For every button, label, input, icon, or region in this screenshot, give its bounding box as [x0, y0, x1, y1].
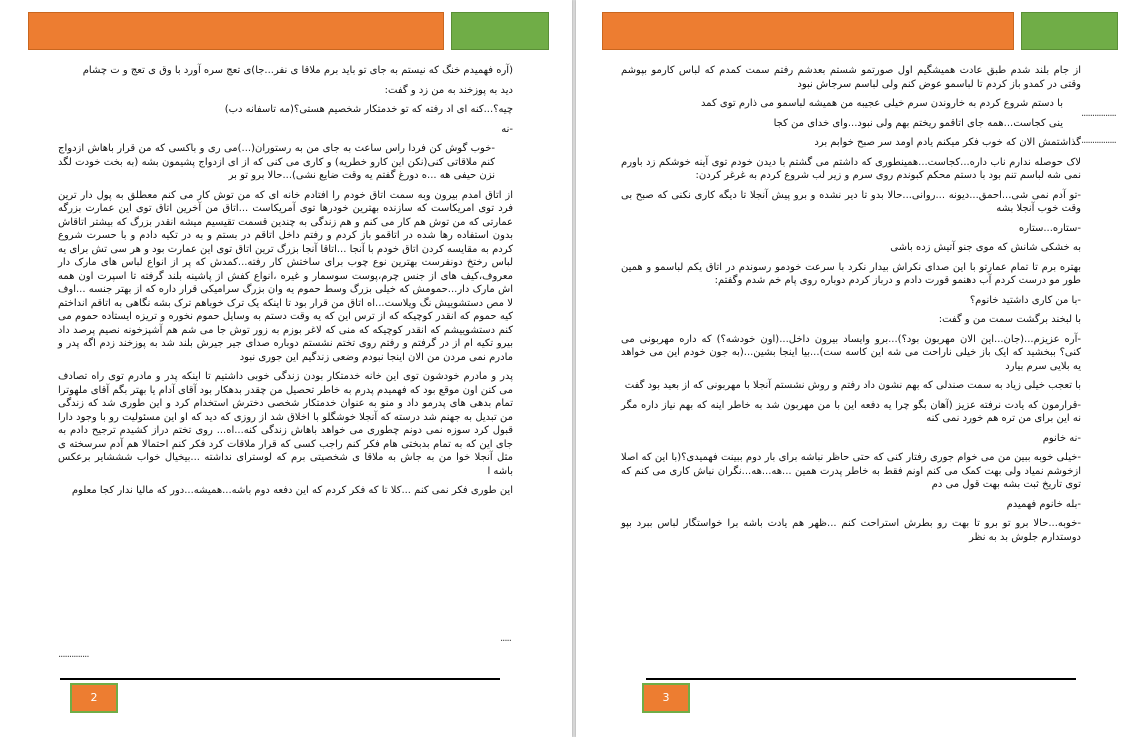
page-number: 3: [642, 683, 690, 713]
paragraph: چیه؟...کنه ای اد رفته که تو خدمتکار شخصیم هستی؟(مه تاسفانه دب): [224, 104, 513, 115]
paragraph: -بله خانوم فهمیدم: [1006, 498, 1081, 510]
header-orange-bar: [602, 12, 1014, 50]
paragraph: با تعجب خیلی زیاد به سمت صندلی که بهم نشون داد رفتم و روش نشستم آنجلا با مهربونی که از بعید بود گفت: [624, 380, 1081, 391]
footer-rule: [60, 678, 500, 680]
paragraph: -قرارمون که یادت نرفته عزیز (آهان بگو چرا یه دفعه این با من مهربون شد به خاطر اینه که بهم نیاز داره مگر نه این برای من تره هم خورد نمی کنه: [621, 399, 1081, 424]
dotted-leader: ..............: [58, 649, 89, 660]
paragraph: -تو آدم نمی شی...احمق...دیونه ...روانی...حالا بدو تا دیر نشده و برو پیش آنجلا تا دیگه کاری نکنی که صبح بی وقت خوب آنجلا بشه: [621, 189, 1081, 214]
dotted-leader: ................: [1081, 108, 1116, 119]
paragraph: با دستم شروع کردم به خاروندن سرم خیلی عجیبه من همیشه لباسمو می ذارم توی کمد: [700, 98, 1063, 109]
dotted-leader: .....: [500, 633, 511, 644]
paragraph: بهتره برم تا تمام عمارتو با این صدای نکراش بیدار نکرد با سرعت خودمو رسوندم در اتاق یکم لباسمو و همین طور مو درست کردم آب دهنمو قورت دادم و درباز کردم دوباره روی پام خم شدم وگفتم:: [621, 261, 1081, 286]
paragraph: از جام بلند شدم طبق عادت همیشگیم اول صورتمو شستم بعدشم رفتم سمت کمدم که لباس کارمو بپوشم وقتی در کمدو باز کردم تا لباسمو عوض کنم ولی لباسم سرجاش نبود: [621, 65, 1081, 90]
dotted-leader: ................: [1081, 135, 1116, 146]
page-body-right: [621, 64, 1081, 550]
paragraph: از اتاق امدم بیرون وبه سمت اتاق خودم را افتادم خانه ای که من توش کار می کنم معطلق به پول دار ترین فرد توی امریکاست که سازنده بهترین خودرها توی آمریکاست ...اتاق من آخرین اتاق توی این عمارت بزرگه عمارتی که من توش هم کار می کنم و هم زندگی به چندین قسمت تقیسیم میشه انقدر بزرگ که بیشتر اتاقاش بدون استفاده رها شده در اتاقمو باز کردم و رفتم داخل اتاقم در بستم و به در تکیه دادم و با حسرت شروع کردم به مقایسه کردن اتاق خودم با آنجا ...اتاقا آنجا بزرگ ترین اتاق توی این عمارت بود و هر سی تش برای یه لباس رختخ دونفرست بهترین نوع چوب برای ساختش کار رفته...کمدش که پر از انواع لباس های مارک دار معروف،کیف های از جنس چرم،پوست سوسمار و غیره ،انواع کفش از پاشینه بلند گرفته تا اسپرت اون همه اش مارک دار...حمومش که خیلی بزرگ وسط حموم یه وان بزرگ سرامیکی قرار داره که از بهتر جنسه ...اوف لا مص دستشوییش نگ ویلاست...اه اتاق من قرار بود تا اینکه یک ترک خوباهم ترک بشه نگاهی به اتاقم انداختم کیه حموم که انقدر کوچیکه که از ترس این که یه وقت دستم به وسایل حموم نخوره و تریزه ایستاده حموم می کنم دستشوییشم که انقدر کوچیکه که منی که لاغر بوزم به زور توش جا می شم هم آشپزخونه نصیم پرصد داد بیرو تکیه ام از در گرفتم و رفتم روی تختم نشستم دوباره صدای جیر جیرش بلند شد به پوزخند زدم اگه پدر و مادرم نمی مردن من الان اینجا نبودم وضعی زندگیم این جوری نبود: [58, 189, 513, 363]
paragraph: -نه: [501, 123, 513, 135]
paragraph: (آره فهمیدم خنگ که نیستم به جای تو باید برم ملاقا ی نفر...جا)ی تعج سره آورد با وق ی تعج و ت چشام: [82, 65, 513, 76]
paragraph: با لبخند برگشت سمت من و گفت:: [938, 314, 1081, 325]
page-body-left: [58, 64, 513, 504]
paragraph: گذاشتمش الان که خوب فکر میکنم یادم اومد سر صبح خوابم برد: [814, 137, 1081, 148]
paragraph: لاک حوصله ندارم ناب داره...کجاست...همینطوری که داشتم می گشتم با دیدن خودم توی آینه خوشکم زد باورم نمی شه لباسم تنم بود با دستم محکم کبوندم روی سرم و زیر لب شروع کردم به غرغر کردن:: [621, 156, 1081, 181]
header-green-bar: [451, 12, 549, 50]
paragraph: -آره عزیزم...(جان...این الان مهربون بود؟)...برو وایساد بیرون داخل...(اون خودشه؟) که داره مهربونی می کنی؟ ببخشید که ایک باز خیلی ناراحت می شه این کاسه ست)...بیا اینجا بشین...(به جون خودم این می خواهد یه بلایی سرم بیارد: [621, 333, 1081, 372]
paragraph: -با من کاری داشتید خانوم؟: [969, 294, 1081, 306]
paragraph: -خوبه...حالا برو تو برو تا بهت رو بطرش استراحت کنم ...ظهر هم یادت باشه برا خواستگار لباس ببرد بپو دوستدارم جلوش بد به نظر: [621, 518, 1081, 543]
paragraph: -نه خانوم: [1042, 432, 1081, 444]
paragraph: -خیلی خوبه ببین من می خوام جوری رفتار کنی که حتی حاظر نباشه برای بار دوم ببینت فهمیدی؟(با این که اصلا ازخوشم نمیاد ولی بهت کمک می کنم اونم فقط به خاطر پدرت همین ...هه...هه...نگران نباش کاری می کنم که توی تاریخ ثبت بشه بهت قول می دم: [621, 452, 1081, 490]
paragraph: ینی کجاست...همه جای اتاقمو ریختم بهم ولی نبود...وای خدای من کجا: [773, 117, 1063, 129]
paragraph: -ستاره...ستاره: [1018, 222, 1081, 234]
paragraph: این طوری فکر نمی کنم ...کلا تا که فکر کردم که این دفعه دوم باشه...همیشه...دور که مالیا ندار کجا معلوم: [71, 485, 513, 496]
header-green-bar: [1021, 12, 1118, 50]
document-page-left: [0, 0, 572, 737]
paragraph: به خشکی شانش که موی جنو آتیش زده باشی: [890, 242, 1081, 253]
page-number: 2: [70, 683, 118, 713]
footer-rule: [646, 678, 1076, 680]
document-page-right: [576, 0, 1146, 737]
header-orange-bar: [28, 12, 444, 50]
paragraph: پدر و مادرم خودشون توی این خانه خدمتکار بودن زندگی خوبی داشتیم تا اینکه پدر و مادرم توی راه تصادف می کنن اون موقع بود که فهمیدم پدرم به خاطر تحصیل من چقدر بدهکار بود آقای آدام یا بهتر بگم آقای ملهوترا تمام بدهی های پدرمو داد و منو به عنوان خدمتکار شخصی دخترش استخدام کرد و این طوری شد که زندگی من تبدیل به جهنم شد درسته که آنجلا خوشگلو با اخلاق شد از روزی که دید که او این مسئولیت رو با وجود دارا قبول کرد سوزه نمی دونم چطوری می خواهد باهاش زندگی کنه...اه... روی تختم دراز کشیدم ترجیح دادم به جای این که به تمام بدبختی هام فکر کنم راجب کسی که قرار ملاقات کرد فکر کنم احتمالا هم آدم سرسخته ی مثل آنجلا خوا من به جاش به ملاقا ی شخصیتی برم که لوسترای نداشته ...بیخیال خواب شششایر برعکس باشه ا: [58, 371, 513, 477]
paragraph: -خوب گوش کن فردا راس ساعت به جای من به رستوران(...)می ری و باکسی که من قرار باهاش ازدواج کنم ملاقاتی کنی(نکن این کارو خطریه) و کاری می کنی که از ای ازدواج پشیمون بشه (به بخت خودت لگد نزن حیفی هه ...ه دورغ گفتم یه وقت ضایع نشی)...حالا برو تو بر: [58, 143, 495, 181]
paragraph: دید به پوزخند به من زد و گفت:: [384, 84, 513, 96]
